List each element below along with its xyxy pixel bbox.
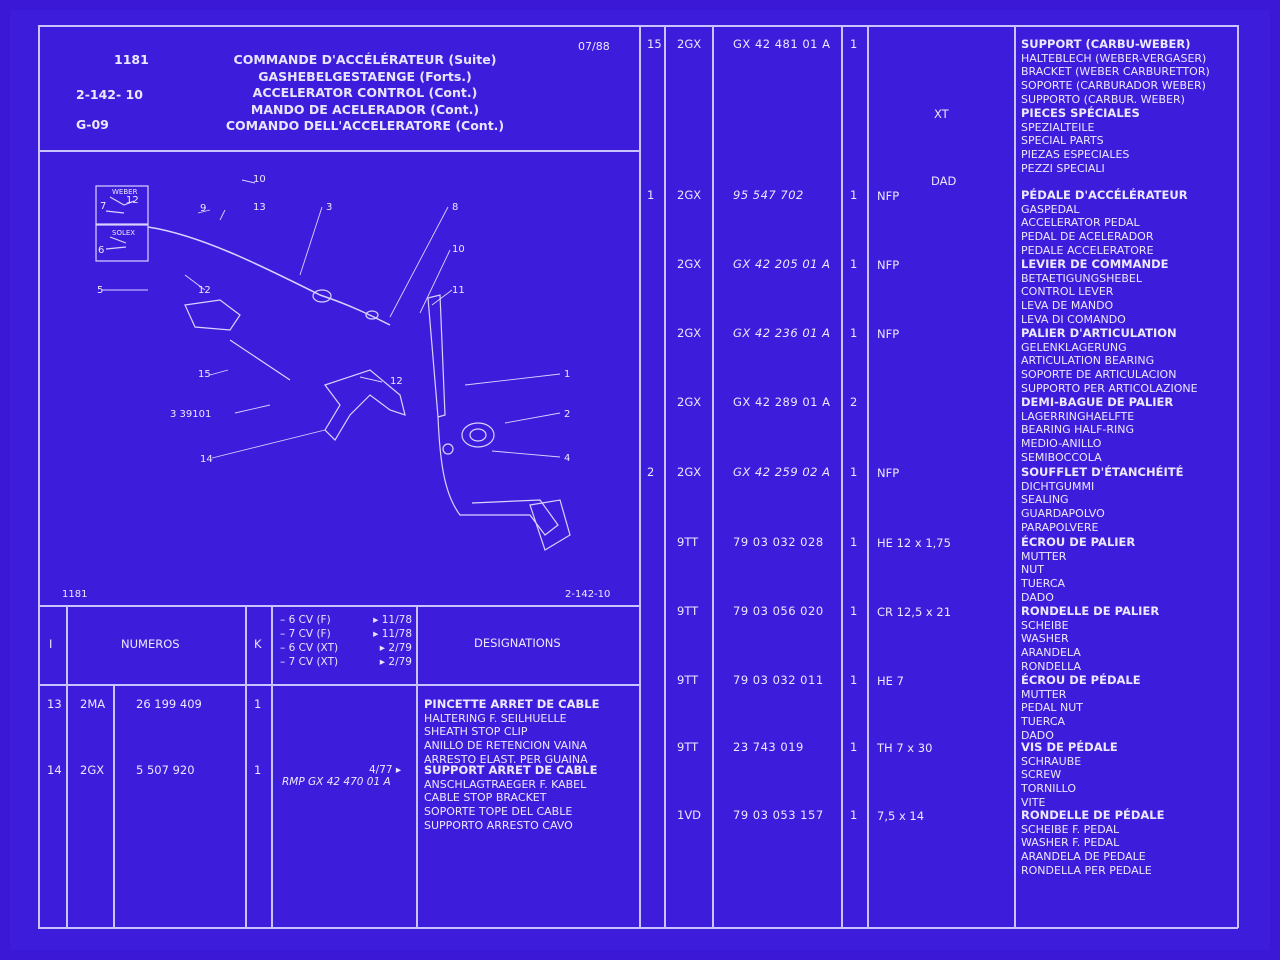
callout: 3: [326, 202, 333, 213]
callout: 8: [452, 202, 459, 213]
row-qty: 2: [850, 395, 858, 409]
col-line: [271, 605, 273, 927]
designation-line: ANSCHLAGTRAEGER F. KABEL: [424, 777, 587, 791]
row-designation: [424, 764, 597, 833]
right-border: [1237, 25, 1239, 928]
designation-line: GASPEDAL: [1021, 202, 1080, 216]
row-designation: [1021, 674, 1141, 743]
row-designation: [1021, 605, 1159, 674]
row-part-number: 95 547 702: [733, 188, 804, 202]
row-prefix: 9TT: [677, 740, 699, 754]
row-qty: 1: [850, 188, 858, 202]
callout: 4: [564, 453, 571, 464]
inset-label-weber: WEBER: [112, 188, 138, 196]
designation-line: GUARDAPOLVO: [1021, 507, 1105, 521]
row-prefix: 2GX: [677, 395, 702, 409]
row-note: CR 12,5 x 21: [877, 605, 952, 619]
row-designation: [1021, 396, 1173, 465]
designation-line: BRACKET (WEBER CARBURETTOR): [1021, 65, 1210, 79]
row-item-number: 14: [47, 763, 62, 777]
row-note: HE 7: [877, 674, 904, 688]
variant-date: ▸ 2/79: [379, 656, 412, 668]
inset-label-6: 6: [98, 245, 105, 256]
col-header-k: K: [254, 637, 262, 651]
designation-line: SOPORTE (CARBURADOR WEBER): [1021, 79, 1206, 93]
designation-line: TUERCA: [1021, 577, 1066, 591]
col-line: [66, 605, 68, 927]
designation-line: MEDIO-ANILLO: [1021, 437, 1102, 451]
sheath-guide: [230, 340, 290, 380]
row-prefix: 2GX: [677, 188, 702, 202]
row-item-number: 2: [647, 465, 655, 479]
col-line: [1014, 25, 1016, 928]
row-note-rmp: RMP GX 42 470 01 A: [282, 776, 391, 788]
row-prefix: 2GX: [677, 37, 702, 51]
row-prefix: 2GX: [677, 326, 702, 340]
variant-cv: – 7 CV (XT): [280, 656, 339, 668]
row-designation: [424, 698, 599, 767]
row-item-number: 13: [47, 697, 62, 711]
designation-line: SPECIAL PARTS: [1021, 134, 1104, 148]
designation-line: PIEZAS ESPECIALES: [1021, 148, 1130, 162]
col-header-item: I: [49, 637, 53, 651]
title-it: COMANDO DELL'ACCELERATORE (Cont.): [225, 118, 505, 133]
row-part-number: 23 743 019: [733, 740, 804, 754]
designation-line: ÉCROU DE PALIER: [1021, 535, 1136, 549]
callout: 10: [452, 244, 465, 255]
variant-cv: – 6 CV (XT): [280, 642, 339, 654]
title-en: ACCELERATOR CONTROL (Cont.): [252, 85, 478, 100]
callout: 1: [564, 369, 571, 380]
designation-line: PEZZI SPECIALI: [1021, 161, 1105, 175]
designation-line: SCHEIBE: [1021, 618, 1069, 632]
row-note: 7,5 x 14: [877, 809, 925, 823]
designation-line: SUPPORTO PER ARTICOLAZIONE: [1021, 381, 1198, 395]
callout-5: 5: [97, 285, 104, 296]
inset-label-7: 7: [100, 201, 107, 212]
designation-line: ÉCROU DE PÉDALE: [1021, 673, 1141, 687]
designation-line: VITE: [1021, 795, 1046, 809]
designation-line: BEARING HALF-RING: [1021, 423, 1135, 437]
row-item-number: 1: [647, 188, 655, 202]
row-part-number: GX 42 259 02 A: [733, 465, 831, 479]
left-border: [38, 25, 40, 928]
designation-line: DICHTGUMMI: [1021, 479, 1095, 493]
variant-list: [280, 613, 412, 669]
row-qty: 1: [254, 763, 262, 777]
bushing: [470, 429, 486, 441]
col-header-designations: DESIGNATIONS: [474, 636, 561, 650]
col-line: [664, 25, 666, 928]
cable-stop-bracket: [185, 300, 240, 330]
callout: 11: [452, 285, 465, 296]
designation-line: TUERCA: [1021, 715, 1066, 729]
bottom-border: [38, 927, 1238, 929]
header-ref: 2-142- 10: [76, 87, 143, 102]
designation-line: DADO: [1021, 728, 1054, 742]
row-prefix: 2GX: [80, 763, 105, 777]
pedal-lever: [428, 295, 445, 417]
row-designation: [1021, 38, 1210, 107]
center-divider: [639, 25, 641, 928]
row-part-number: 79 03 032 028: [733, 535, 824, 549]
row-part-number: GX 42 205 01 A: [733, 257, 831, 271]
row-note: NFP: [877, 258, 900, 272]
designation-line: SHEATH STOP CLIP: [424, 725, 528, 739]
row-part-number: 5 507 920: [136, 763, 195, 777]
designation-line: CONTROL LEVER: [1021, 285, 1114, 299]
title-fr: COMMANDE D'ACCÉLÉRATEUR (Suite): [233, 52, 497, 67]
row-designation: [1021, 809, 1165, 878]
callout: 14: [200, 454, 213, 465]
row-qty: 1: [850, 326, 858, 340]
designation-line: PEDALE ACCELERATORE: [1021, 243, 1154, 257]
diagram-divider: [38, 605, 640, 607]
inset-label-12: 12: [126, 195, 139, 206]
row-prefix: 2GX: [677, 257, 702, 271]
variant-date-text: 11/78: [381, 628, 412, 640]
row-prefix: 9TT: [677, 535, 699, 549]
col-line: [245, 605, 247, 927]
designation-line: PARAPOLVERE: [1021, 520, 1099, 534]
callout: 9: [200, 203, 207, 214]
designation-line: RONDELLA PER PEDALE: [1021, 863, 1152, 877]
designation-line: WASHER: [1021, 632, 1069, 646]
callout: 12: [390, 376, 403, 387]
designation-line: BETAETIGUNGSHEBEL: [1021, 271, 1142, 285]
row-qty: 1: [850, 604, 858, 618]
diagram-footer-code: 1181: [62, 589, 88, 600]
variant-date-text: 2/79: [388, 656, 412, 668]
callout: 3 39101: [170, 409, 212, 420]
designation-line: PÉDALE D'ACCÉLÉRATEUR: [1021, 188, 1188, 202]
designation-line: PALIER D'ARTICULATION: [1021, 326, 1177, 340]
row-part-number: GX 42 481 01 A: [733, 37, 831, 51]
designation-line: SUPPORT (CARBU-WEBER): [1021, 37, 1191, 51]
row-qty: 1: [850, 535, 858, 549]
designation-line: CABLE STOP BRACKET: [424, 791, 547, 805]
header-titles: [220, 52, 510, 135]
designation-line: ANILLO DE RETENCION VAINA: [424, 739, 588, 753]
designation-line: SUPPORT ARRET DE CABLE: [424, 763, 598, 777]
col-header-numbers: NUMEROS: [121, 637, 180, 651]
row-part-number: GX 42 236 01 A: [733, 326, 831, 340]
row-prefix: 9TT: [677, 673, 699, 687]
designation-line: VIS DE PÉDALE: [1021, 740, 1118, 754]
designation-line: DADO: [1021, 590, 1054, 604]
row-prefix: 2MA: [80, 697, 106, 711]
pedal-arm: [438, 417, 558, 535]
header-group: G-09: [76, 117, 109, 132]
header-divider: [38, 150, 640, 152]
variant-cv: – 6 CV (F): [280, 614, 331, 626]
designation-line: LEVA DE MANDO: [1021, 299, 1114, 313]
designation-line: HALTERING F. SEILHUELLE: [424, 711, 567, 725]
designation-line: RONDELLE DE PALIER: [1021, 604, 1160, 618]
variant-cv: – 7 CV (F): [280, 628, 331, 640]
row-note: NFP: [877, 327, 900, 341]
row-part-number: 26 199 409: [136, 697, 202, 711]
designation-line: PEDAL DE ACELERADOR: [1021, 230, 1154, 244]
row-qty: 1: [850, 808, 858, 822]
callout: 13: [253, 202, 266, 213]
row-note: TH 7 x 30: [877, 741, 933, 755]
header-code: 1181: [114, 52, 149, 67]
row-part-number: 79 03 032 011: [733, 673, 824, 687]
row-part-number: GX 42 289 01 A: [733, 395, 831, 409]
row-designation: [1021, 189, 1188, 258]
designation-line: WASHER F. PEDAL: [1021, 836, 1120, 850]
designation-line: SUPPORTO (CARBUR. WEBER): [1021, 92, 1185, 106]
row-qty: 1: [850, 673, 858, 687]
row-designation: [1021, 107, 1140, 176]
variant-date-text: 11/78: [381, 614, 412, 626]
variant-date-text: 2/79: [388, 642, 412, 654]
callout: 12: [198, 285, 211, 296]
row-note: XT: [934, 107, 949, 121]
designation-line: LAGERRINGHAELFTE: [1021, 409, 1135, 423]
row-prefix: 1VD: [677, 808, 702, 822]
designation-line: SOUFFLET D'ÉTANCHÉITÉ: [1021, 465, 1184, 479]
inset-label-solex: SOLEX: [112, 229, 136, 237]
designation-line: RONDELLA: [1021, 659, 1081, 673]
designation-line: MUTTER: [1021, 549, 1067, 563]
variant-date: ▸ 2/79: [379, 642, 412, 654]
title-es: MANDO DE ACELERADOR (Cont.): [250, 101, 480, 117]
sealing-boot: [462, 423, 494, 447]
designation-line: DEMI-BAGUE DE PALIER: [1021, 395, 1174, 409]
designation-line: SOPORTE DE ARTICULACION: [1021, 368, 1177, 382]
designation-line: RONDELLE DE PÉDALE: [1021, 808, 1165, 822]
designation-line: SUPPORTO ARRESTO CAVO: [424, 818, 573, 832]
designation-line: SEMIBOCCOLA: [1021, 450, 1102, 464]
col-line: [113, 684, 115, 927]
row-designation: [1021, 327, 1198, 396]
row-qty: 1: [850, 257, 858, 271]
row-note: NFP: [877, 189, 900, 203]
row-designation: [1021, 536, 1135, 605]
designation-line: PINCETTE ARRET DE CABLE: [424, 697, 600, 711]
designation-line: MUTTER: [1021, 687, 1067, 701]
designation-line: LEVA DI COMANDO: [1021, 312, 1126, 326]
designation-line: SCHEIBE F. PEDAL: [1021, 822, 1120, 836]
row-qty: 1: [254, 697, 262, 711]
callout: 10: [253, 174, 266, 185]
designation-line: SCREW: [1021, 768, 1062, 782]
col-line: [867, 25, 869, 928]
designation-line: SPEZIALTEILE: [1021, 120, 1095, 134]
header-date: 07/88: [578, 40, 610, 53]
table-header-divider: [38, 684, 640, 686]
row-designation: [1021, 741, 1118, 810]
variant-date: ▸ 11/78: [373, 628, 412, 640]
callout: 15: [198, 369, 211, 380]
diagram-footer-ref: 2-142-10: [565, 589, 611, 600]
designation-line: LEVIER DE COMMANDE: [1021, 257, 1169, 271]
designation-line: PEDAL NUT: [1021, 701, 1084, 715]
designation-line: ARRESTO ELAST. PER GUAINA: [424, 752, 588, 766]
pedal-pad: [530, 500, 570, 550]
designation-line: ARTICULATION BEARING: [1021, 354, 1155, 368]
col-line: [841, 25, 843, 928]
row-note-top: DAD: [931, 174, 957, 188]
exploded-diagram: [60, 165, 620, 595]
title-de: GASHEBELGESTAENGE (Forts.): [258, 68, 472, 84]
col-line: [712, 25, 714, 928]
designation-line: SCHRAUBE: [1021, 754, 1082, 768]
designation-line: NUT: [1021, 563, 1044, 577]
row-qty: 1: [850, 37, 858, 51]
designation-line: TORNILLO: [1021, 782, 1077, 796]
row-note: NFP: [877, 466, 900, 480]
row-prefix: 9TT: [677, 604, 699, 618]
designation-line: SOPORTE TOPE DEL CABLE: [424, 805, 573, 819]
variant-date: ▸ 11/78: [373, 614, 412, 626]
row-part-number: 79 03 053 157: [733, 808, 824, 822]
designation-line: HALTEBLECH (WEBER-VERGASER): [1021, 51, 1207, 65]
row-designation: [1021, 466, 1183, 535]
designation-line: PIECES SPÉCIALES: [1021, 106, 1140, 120]
designation-line: ARANDELA DE PEDALE: [1021, 850, 1146, 864]
row-qty: 1: [850, 465, 858, 479]
row-note: 4/77 ▸: [369, 764, 402, 776]
designation-line: SEALING: [1021, 493, 1069, 507]
callout: 2: [564, 409, 571, 420]
row-part-number: 79 03 056 020: [733, 604, 824, 618]
designation-line: ARANDELA: [1021, 646, 1081, 660]
nut: [443, 444, 453, 454]
row-qty: 1: [850, 740, 858, 754]
top-border: [38, 25, 1238, 27]
row-designation: [1021, 258, 1169, 327]
row-item-number: 15: [647, 37, 662, 51]
row-note: HE 12 x 1,75: [877, 536, 951, 550]
designation-line: ACCELERATOR PEDAL: [1021, 216, 1140, 230]
designation-line: GELENKLAGERUNG: [1021, 340, 1127, 354]
row-prefix: 2GX: [677, 465, 702, 479]
col-line: [416, 605, 418, 927]
throttle-cable: [148, 227, 390, 325]
